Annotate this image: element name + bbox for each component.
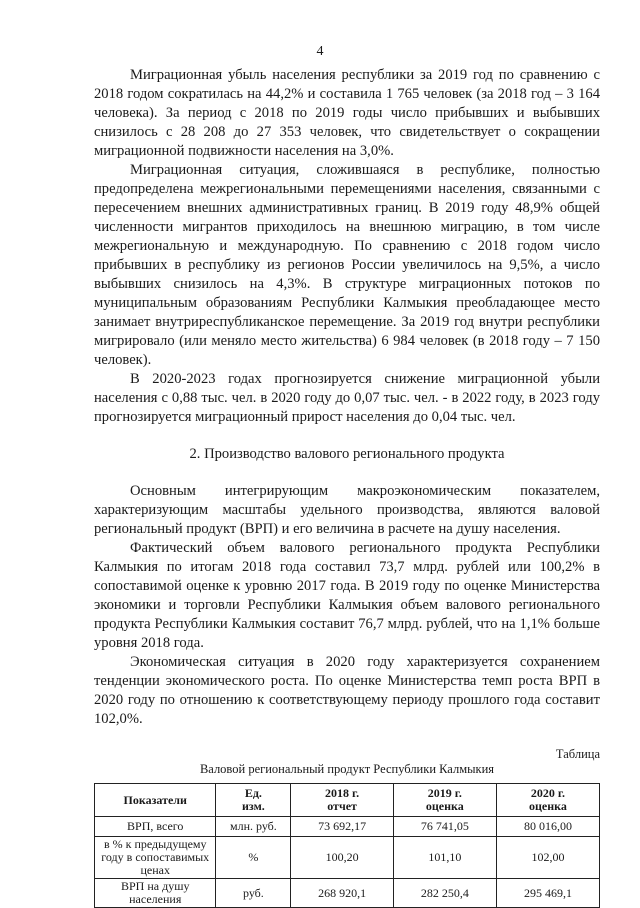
cell-2019: 76 741,05 bbox=[393, 817, 496, 837]
cell-2019: 101,10 bbox=[393, 837, 496, 879]
table-row bbox=[95, 837, 600, 879]
cell-2020: 102,00 bbox=[496, 837, 599, 879]
cell-2020: 295 469,1 bbox=[496, 879, 599, 908]
header-2020: 2020 г. оценка bbox=[496, 784, 599, 817]
paragraph-migration-situation: Миграционная ситуация, сложившаяся в республике, полностью предопределена межрегиональными перемещениями населения, связанными с пересечением внешних административных границ. В 2019 году 48,9% общей численности мигрантов приходилось на внешнюю миграцию, в том числе межрегиональную и международную. По сравнению с 2018 годом число прибывших в республику из регионов России увеличилось на 9,5%, а число выбывших снизилось на 4,3%. В структуре миграционных потоков по муниципальным образованиям Республики Калмыкия преобладающее место занимает внутриреспубликанское перемещение. За 2019 год внутри республики мигрировало (или меняло место жительства) 6 984 человек (в 2018 году – 7 150 человек). bbox=[94, 162, 600, 368]
cell-unit: руб. bbox=[216, 879, 291, 908]
header-2018: 2018 г. отчет bbox=[291, 784, 393, 817]
cell-2019: 282 250,4 bbox=[393, 879, 496, 908]
cell-indicator: ВРП, всего bbox=[95, 817, 216, 837]
paragraph-grp-2020: Экономическая ситуация в 2020 году характеризуется сохранением тенденции экономического роста. По оценке Министерства темп роста ВРП в 2020 году по отношению к соответствующему периоду прошлого года составит 102,0%. bbox=[94, 654, 600, 727]
table-row bbox=[95, 817, 600, 837]
document-body bbox=[94, 66, 600, 908]
header-2019: 2019 г. оценка bbox=[393, 784, 496, 817]
table-label: Таблица bbox=[555, 747, 600, 761]
paragraph-migration-loss: Миграционная убыль населения республики за 2019 год по сравнению с 2018 годом сократилась на 44,2% и составила 1 765 человек (за 2018 год – 3 164 человека). За период с 2018 по 2019 годы число прибывших и выбывших снизилось с 28 208 до 27 353 человек, что свидетельствует о сокращении миграционной подвижности населения на 3,0%. bbox=[94, 67, 600, 159]
cell-unit: млн. руб. bbox=[216, 817, 291, 837]
cell-2018: 73 692,17 bbox=[291, 817, 393, 837]
cell-2018: 268 920,1 bbox=[291, 879, 393, 908]
cell-2018: 100,20 bbox=[291, 837, 393, 879]
section-heading-grp: 2. Производство валового регионального продукта bbox=[189, 446, 505, 462]
header-indicators: Показатели bbox=[95, 784, 216, 817]
cell-unit: % bbox=[216, 837, 291, 879]
grp-table bbox=[94, 783, 600, 908]
header-unit: Ед. изм. bbox=[216, 784, 291, 817]
paragraph-grp-actual: Фактический объем валового регионального продукта Республики Калмыкия по итогам 2018 года составил 73,7 млрд. рублей или 100,2% в сопоставимой оценке к уровню 2017 года. В 2019 году по оценке Министерства экономики и торговли Республики Калмыкия объем валового регионального продукта Республики Калмыкия составит 76,7 млрд. рублей, что на 1,1% больше уровня 2018 года. bbox=[94, 540, 600, 651]
cell-2020: 80 016,00 bbox=[496, 817, 599, 837]
table-title: Валовой региональный продукт Республики Калмыкия bbox=[199, 762, 495, 776]
paragraph-migration-forecast: В 2020-2023 годах прогнозируется снижение миграционной убыли населения с 0,88 тыс. чел. в 2020 году до 0,07 тыс. чел. - в 2022 году, в 2023 году прогнозируется миграционный прирост населения до 0,04 тыс. чел. bbox=[94, 371, 600, 425]
cell-indicator: в % к предыдущему году в сопоставимых ценах bbox=[95, 837, 216, 879]
table-header-row bbox=[95, 784, 600, 817]
paragraph-grp-definition: Основным интегрирующим макроэкономическим показателем, характеризующим масштабы удельного производства, являются валовой региональный продукт (ВРП) и его величина в расчете на душу населения. bbox=[94, 483, 600, 537]
table-row bbox=[95, 879, 600, 908]
cell-indicator: ВРП на душу населения bbox=[95, 879, 216, 908]
page-number: 4 bbox=[316, 44, 324, 59]
